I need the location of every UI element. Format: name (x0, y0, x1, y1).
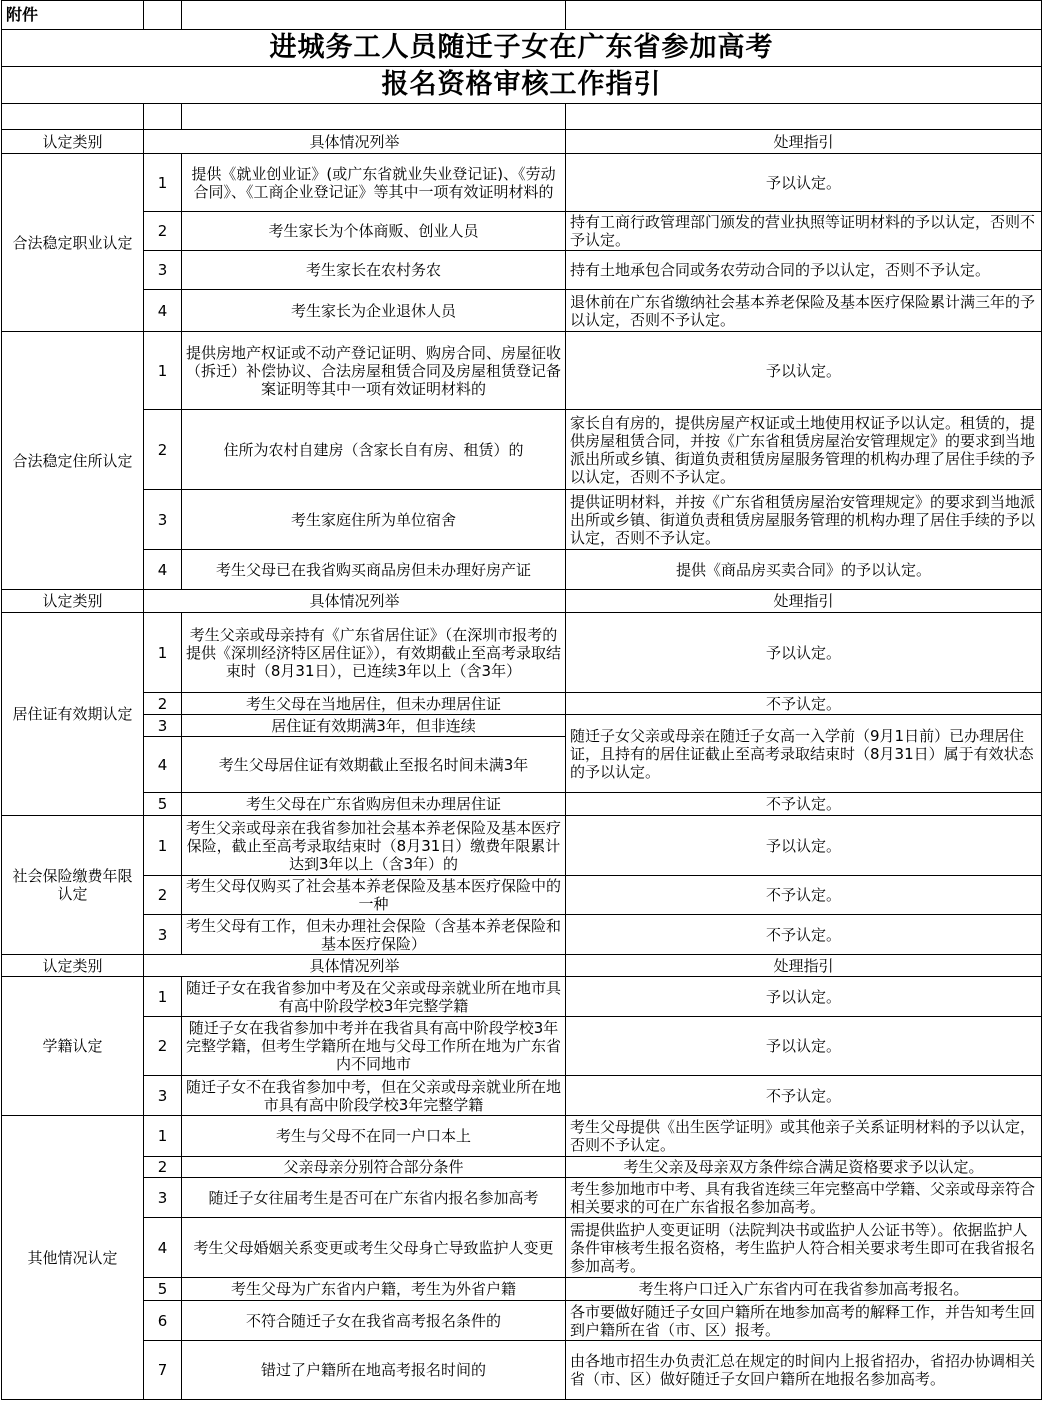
row-number: 2 (144, 1157, 182, 1178)
guidance-cell: 考生将户口迁入广东省内可在我省参加高考报名。 (566, 1278, 1042, 1301)
row-number: 1 (144, 816, 182, 876)
row-number: 2 (144, 410, 182, 490)
guidance-cell: 提供证明材料，并按《广东省租赁房屋治安管理规定》的要求到当地派出所或乡镇、街道负责租赁房屋服务管理的机构办理了居住手续的予以认定，否则不予认定。 (566, 490, 1042, 550)
header-category: 认定类别 (2, 590, 144, 613)
guidance-cell: 提供《商品房买卖合同》的予以认定。 (566, 550, 1042, 590)
guidance-cell: 不予认定。 (566, 876, 1042, 915)
category-cell: 社会保险缴费年限认定 (2, 816, 144, 955)
table-row (2, 290, 1042, 332)
situation-cell: 考生家长在农村务农 (182, 251, 566, 290)
situation-cell: 随迁子女在我省参加中考及在父亲或母亲就业所在地市具有高中阶段学校3年完整学籍 (182, 977, 566, 1017)
situation-cell: 考生父亲或母亲在我省参加社会基本养老保险及基本医疗保险，截止至高考录取结束时（8月31日）缴费年限累计达到3年以上（含3年）的 (182, 816, 566, 876)
header-situation: 具体情况列举 (144, 590, 566, 613)
row-number: 5 (144, 793, 182, 816)
attachment-label: 附件 (2, 1, 144, 30)
guidance-cell: 考生参加地市中考、具有我省连续三年完整高中学籍、父亲或母亲符合相关要求的可在广东省报名参加高考。 (566, 1178, 1042, 1218)
category-cell: 居住证有效期认定 (2, 613, 144, 816)
page-title-line2: 报名资格审核工作指引 (2, 67, 1042, 104)
table-row (2, 1341, 1042, 1400)
guidance-cell: 予以认定。 (566, 816, 1042, 876)
table-row (2, 1178, 1042, 1218)
guidance-cell: 予以认定。 (566, 613, 1042, 693)
row-number: 3 (144, 251, 182, 290)
table-row (2, 1301, 1042, 1341)
situation-cell: 随迁子女不在我省参加中考，但在父亲或母亲就业所在地市具有高中阶段学校3年完整学籍 (182, 1076, 566, 1116)
table-row (2, 490, 1042, 550)
row-number: 3 (144, 490, 182, 550)
row-number: 1 (144, 613, 182, 693)
guidance-cell: 由各地市招生办负责汇总在规定的时间内上报省招办，省招办协调相关省（市、区）做好随迁子女回户籍所在地报名参加高考。 (566, 1341, 1042, 1400)
row-number: 2 (144, 1017, 182, 1076)
guidance-cell: 退休前在广东省缴纳社会基本养老保险及基本医疗保险累计满三年的予以认定，否则不予认定。 (566, 290, 1042, 332)
table-row (2, 1218, 1042, 1278)
table-row (2, 154, 1042, 212)
page-title-line1: 进城务工人员随迁子女在广东省参加高考 (2, 30, 1042, 67)
row-number: 6 (144, 1301, 182, 1341)
situation-cell: 父亲母亲分别符合部分条件 (182, 1157, 566, 1178)
row-number: 4 (144, 290, 182, 332)
row-number: 3 (144, 1178, 182, 1218)
guideline-table (1, 0, 1042, 1400)
header-situation: 具体情况列举 (144, 130, 566, 154)
category-cell: 合法稳定住所认定 (2, 332, 144, 590)
header-guidance: 处理指引 (566, 590, 1042, 613)
row-number: 5 (144, 1278, 182, 1301)
row-number: 7 (144, 1341, 182, 1400)
table-row (2, 613, 1042, 693)
table-row (2, 1017, 1042, 1076)
table-row (2, 816, 1042, 876)
situation-cell: 考生父母在当地居住，但未办理居住证 (182, 693, 566, 715)
table-row (2, 1278, 1042, 1301)
row-number: 2 (144, 693, 182, 715)
guidance-cell: 考生父母提供《出生医学证明》或其他亲子关系证明材料的予以认定，否则不予认定。 (566, 1116, 1042, 1157)
table-row (2, 715, 1042, 737)
table-row (2, 1157, 1042, 1178)
situation-cell: 不符合随迁子女在我省高考报名条件的 (182, 1301, 566, 1341)
table-row (2, 212, 1042, 251)
guidance-cell: 予以认定。 (566, 332, 1042, 410)
situation-cell: 考生父母婚姻关系变更或考生父母身亡导致监护人变更 (182, 1218, 566, 1278)
situation-cell: 考生父母在广东省购房但未办理居住证 (182, 793, 566, 816)
guidance-cell: 不予认定。 (566, 915, 1042, 955)
header-guidance: 处理指引 (566, 955, 1042, 977)
guidance-cell: 予以认定。 (566, 1017, 1042, 1076)
situation-cell: 住所为农村自建房（含家长自有房、租赁）的 (182, 410, 566, 490)
category-cell: 合法稳定职业认定 (2, 154, 144, 332)
row-number: 3 (144, 915, 182, 955)
row-number: 4 (144, 550, 182, 590)
table-row (2, 550, 1042, 590)
guidance-cell: 考生父亲及母亲双方条件综合满足资格要求予以认定。 (566, 1157, 1042, 1178)
row-number: 2 (144, 876, 182, 915)
guidance-cell: 家长自有房的，提供房屋产权证或土地使用权证予以认定。租赁的，提供房屋租赁合同，并按《广东省租赁房屋治安管理规定》的要求到当地派出所或乡镇、街道负责租赁房屋服务管理的机构办理了居住手续的予以认定，否则不予认定。 (566, 410, 1042, 490)
header-category: 认定类别 (2, 955, 144, 977)
guidance-cell: 持有土地承包合同或务农劳动合同的予以认定，否则不予认定。 (566, 251, 1042, 290)
guidance-cell: 持有工商行政管理部门颁发的营业执照等证明材料的予以认定，否则不予认定。 (566, 212, 1042, 251)
situation-cell: 考生父母有工作，但未办理社会保险（含基本养老保险和基本医疗保险） (182, 915, 566, 955)
category-cell: 学籍认定 (2, 977, 144, 1116)
guidance-cell: 不予认定。 (566, 1076, 1042, 1116)
situation-cell: 提供房地产权证或不动产登记证明、购房合同、房屋征收（拆迁）补偿协议、合法房屋租赁合同及房屋租赁登记备案证明等其中一项有效证明材料的 (182, 332, 566, 410)
situation-cell: 考生父母已在我省购买商品房但未办理好房产证 (182, 550, 566, 590)
category-cell: 其他情况认定 (2, 1116, 144, 1400)
row-number: 1 (144, 154, 182, 212)
situation-cell: 错过了户籍所在地高考报名时间的 (182, 1341, 566, 1400)
situation-cell: 考生家长为企业退休人员 (182, 290, 566, 332)
row-number: 4 (144, 1218, 182, 1278)
table-row (2, 1076, 1042, 1116)
table-row (2, 1116, 1042, 1157)
header-guidance: 处理指引 (566, 130, 1042, 154)
table-row (2, 693, 1042, 715)
situation-cell: 考生父母仅购买了社会基本养老保险及基本医疗保险中的一种 (182, 876, 566, 915)
situation-cell: 考生父亲或母亲持有《广东省居住证》（在深圳市报考的提供《深圳经济特区居住证》），有效期截止至高考录取结束时（8月31日），已连续3年以上（含3年） (182, 613, 566, 693)
guidance-cell: 予以认定。 (566, 977, 1042, 1017)
row-number: 2 (144, 212, 182, 251)
guidance-cell: 各市要做好随迁子女回户籍所在地参加高考的解释工作，并告知考生回到户籍所在省（市、区）报考。 (566, 1301, 1042, 1341)
situation-cell: 考生与父母不在同一户口本上 (182, 1116, 566, 1157)
table-row (2, 251, 1042, 290)
guidance-cell: 予以认定。 (566, 154, 1042, 212)
table-row (2, 977, 1042, 1017)
situation-cell: 考生父母居住证有效期截止至报名时间未满3年 (182, 737, 566, 793)
guidance-cell: 不予认定。 (566, 793, 1042, 816)
situation-cell: 提供《就业创业证》(或广东省就业失业登记证)、《劳动合同》、《工商企业登记证》等其中一项有效证明材料的 (182, 154, 566, 212)
situation-cell: 随迁子女在我省参加中考并在我省具有高中阶段学校3年完整学籍，但考生学籍所在地与父母工作所在地为广东省内不同地市 (182, 1017, 566, 1076)
guidance-cell: 需提供监护人变更证明（法院判决书或监护人公证书等）。依据监护人条件审核考生报名资格，考生监护人符合相关要求考生即可在我省报名参加高考。 (566, 1218, 1042, 1278)
guidance-cell: 不予认定。 (566, 693, 1042, 715)
guidance-cell-merged: 随迁子女父亲或母亲在随迁子女高一入学前（9月1日前）已办理居住证，且持有的居住证截止至高考录取结束时（8月31日）属于有效状态的予以认定。 (566, 715, 1042, 793)
situation-cell: 考生父母为广东省内户籍，考生为外省户籍 (182, 1278, 566, 1301)
table-row (2, 410, 1042, 490)
row-number: 4 (144, 737, 182, 793)
table-row (2, 876, 1042, 915)
situation-cell: 随迁子女往届考生是否可在广东省内报名参加高考 (182, 1178, 566, 1218)
situation-cell: 考生家庭住所为单位宿舍 (182, 490, 566, 550)
row-number: 1 (144, 977, 182, 1017)
table-row (2, 332, 1042, 410)
header-category: 认定类别 (2, 130, 144, 154)
header-situation: 具体情况列举 (144, 955, 566, 977)
row-number: 1 (144, 332, 182, 410)
row-number: 1 (144, 1116, 182, 1157)
row-number: 3 (144, 715, 182, 737)
table-row (2, 915, 1042, 955)
table-row (2, 793, 1042, 816)
row-number: 3 (144, 1076, 182, 1116)
situation-cell: 居住证有效期满3年，但非连续 (182, 715, 566, 737)
situation-cell: 考生家长为个体商贩、创业人员 (182, 212, 566, 251)
